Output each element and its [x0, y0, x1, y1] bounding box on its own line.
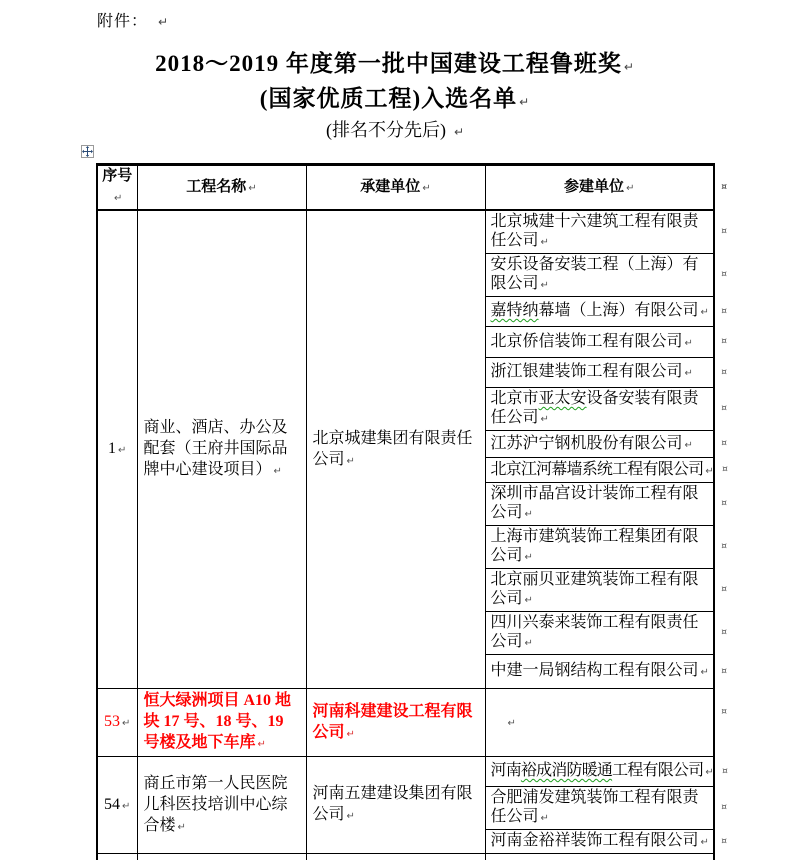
project-name: 恒大绿洲项目 A10 地块 17 号、18 号、19 号楼及地下车库: [143, 692, 292, 751]
paragraph-mark-icon: ↵: [122, 718, 131, 729]
participant-cell: [485, 757, 727, 787]
column-header-label: 序号: [102, 168, 133, 184]
participant-name: [491, 789, 699, 825]
participant-cell: [485, 612, 727, 655]
participant-cell: [485, 655, 727, 689]
participant-name: [491, 390, 699, 426]
participant-name: [491, 662, 699, 679]
cell-end-mark-icon: ¤: [721, 802, 727, 813]
participant-name: [491, 213, 699, 249]
participant-name-part: 合肥浦发建筑装饰工程有限责任公司: [490, 789, 699, 825]
paragraph-mark-icon: ↵: [114, 193, 123, 204]
paragraph-mark-icon: ↵: [684, 439, 693, 451]
participant-cell: [485, 297, 727, 327]
participant-cell: [485, 431, 727, 458]
table-header-row: [97, 165, 714, 211]
participant-cell: [485, 787, 727, 830]
attachment-text: 附件：: [97, 13, 149, 30]
paragraph-mark-icon: ↵: [273, 466, 282, 477]
paragraph-mark-icon: ↵: [626, 182, 635, 194]
participant-cell: [485, 210, 727, 254]
participant-name: [491, 435, 683, 452]
spellchecked-text: 嘉特纳: [490, 302, 539, 319]
table-row-highlighted: [97, 689, 714, 757]
spellchecked-text: 亚太安: [538, 390, 587, 407]
paragraph-mark-icon: ↵: [118, 445, 127, 456]
paragraph-mark-icon: ↵: [524, 638, 533, 649]
paragraph-mark-icon: ↵: [540, 414, 549, 425]
participant-name-part: 四川兴泰来装饰工程有限责任公司: [490, 614, 699, 650]
project-name-cell: [137, 689, 306, 757]
paragraph-mark-icon: ↵: [346, 455, 355, 467]
spellchecked-text: 裕成消防暖通: [520, 762, 613, 779]
participant-name: [491, 571, 699, 607]
participant-name-part: 北京城建十六建筑工程有限责任公司: [490, 213, 699, 249]
header-cell-participants: [485, 165, 727, 211]
paragraph-mark-icon: ↵: [540, 813, 549, 824]
row-number-cell: [97, 689, 137, 757]
paragraph-mark-icon: ↵: [700, 837, 709, 848]
contractor-cell: [306, 854, 485, 860]
table-row: [97, 210, 714, 254]
participant-name-part: 安乐设备安装工程（上海）有限公司: [490, 256, 699, 292]
cell-end-mark-icon: ¤: [721, 498, 727, 509]
participant-cell: [485, 388, 727, 431]
table-move-handle-icon[interactable]: [81, 145, 94, 158]
title-text: 2018～2019 年度第一批中国建设工程鲁班奖: [155, 51, 622, 76]
participant-name: [491, 485, 699, 521]
column-header-label: 工程名称: [186, 178, 247, 195]
participant-cell: [485, 526, 727, 569]
participant-name-part: 北京丽贝亚建筑装饰工程有限公司: [490, 571, 699, 607]
row-number: 1: [108, 440, 117, 457]
participant-name-part: 深圳市晶宫设计装饰工程有限公司: [490, 485, 699, 521]
paragraph-mark-icon: ↵: [684, 337, 693, 349]
participant-cell: [485, 569, 727, 612]
project-name: 商丘市第一人民医院儿科医技培训中心综合楼: [143, 774, 288, 834]
header-cell-contractor: [306, 165, 485, 211]
participant-name: [491, 832, 699, 849]
cell-end-mark-icon: ¤: [722, 464, 727, 475]
participant-cell: [485, 458, 727, 483]
paragraph-mark-icon: ↵: [524, 509, 533, 520]
subtitle-text: (排名不分先后): [325, 120, 446, 140]
paragraph-mark-icon: ↵: [122, 800, 131, 812]
participant-cell: [485, 854, 714, 860]
cell-end-mark-icon: ¤: [721, 367, 727, 377]
paragraph-mark-icon: ↵: [540, 280, 549, 291]
paragraph-mark-icon: ↵: [684, 368, 693, 379]
paragraph-mark-icon: ↵: [700, 307, 709, 318]
contractor-cell: [306, 757, 485, 854]
cell-end-mark-icon: ¤: [721, 403, 727, 414]
page-title-line-2: [0, 80, 790, 113]
attachment-label: [97, 8, 169, 31]
project-name-cell: [137, 757, 306, 854]
header-cell-project: [137, 165, 306, 211]
cell-end-mark-icon: ¤: [721, 627, 727, 638]
participant-name: [491, 614, 699, 650]
paragraph-mark-icon: ↵: [257, 739, 266, 750]
header-cell-no: [97, 165, 137, 211]
contractor-name: 河南五建建设集团有限公司: [312, 785, 473, 823]
participant-name-part: 工程有限公司: [612, 762, 704, 779]
cell-end-mark-icon: ¤: [721, 836, 727, 846]
participant-cell: [485, 830, 727, 854]
participant-name-part: 江苏沪宁钢机股份有限公司: [490, 434, 683, 452]
contractor-cell: [306, 210, 485, 689]
cell-end-mark-icon: ¤: [721, 666, 727, 676]
column-header-label: 参建单位: [564, 178, 625, 195]
paragraph-mark-icon: ↵: [524, 552, 533, 563]
paragraph-mark-icon: ↵: [158, 15, 170, 29]
cell-end-mark-icon: ¤: [722, 766, 727, 776]
cell-end-mark-icon: ¤: [721, 336, 727, 347]
paragraph-mark-icon: ↵: [346, 811, 355, 822]
paragraph-mark-icon: ↵: [453, 125, 465, 139]
luban-award-table: [96, 163, 727, 860]
participant-name-part: 幕墙（上海）有限公司: [538, 302, 699, 319]
project-name-cell: [137, 854, 306, 860]
participant-name-part: 北京侨信装饰工程有限公司: [490, 332, 683, 350]
participant-name-part: 北京市: [490, 390, 539, 407]
cell-end-mark-icon: ¤: [721, 306, 727, 316]
participant-name-part: 设备安装有限责任公司: [490, 390, 699, 426]
row-number-cell: [97, 210, 137, 689]
row-number-cell: [97, 854, 137, 860]
project-name-cell: [137, 210, 306, 689]
row-number-cell: [97, 757, 137, 854]
paragraph-mark-icon: ↵: [700, 667, 709, 678]
cell-end-mark-icon: ¤: [721, 226, 727, 237]
column-header-label: 承建单位: [360, 178, 421, 195]
participant-name: [491, 333, 683, 350]
participant-cell: [485, 483, 727, 526]
table-row-clipped: [97, 854, 714, 860]
participant-name-part: 浙江银建装饰工程有限公司: [490, 363, 683, 380]
contractor-name: 北京城建集团有限责任公司: [312, 429, 473, 468]
contractor-cell: [306, 689, 485, 757]
participant-name-part: 北京江河幕墙系统工程有限公司: [490, 460, 704, 478]
row-number: 54: [104, 795, 121, 813]
participant-name: [491, 461, 704, 478]
paragraph-mark-icon: ↵: [705, 767, 713, 778]
contractor-name: 河南科建建设工程有限公司: [312, 702, 473, 741]
participant-cell: [485, 254, 727, 297]
paragraph-mark-icon: ↵: [248, 182, 257, 194]
paragraph-mark-icon: ↵: [540, 237, 549, 248]
participant-name: [491, 528, 699, 564]
paragraph-mark-icon: ↵: [524, 595, 533, 606]
participant-name: [491, 363, 683, 380]
cell-end-mark-icon: ¤: [721, 584, 727, 595]
paragraph-mark-icon: ↵: [519, 95, 531, 109]
project-name: 商业、酒店、办公及配套（王府井国际品牌中心建设项目）: [143, 419, 288, 478]
cell-end-mark-icon: ¤: [721, 707, 727, 717]
participant-name-part: 上海市建筑装饰工程集团有限公司: [490, 528, 699, 564]
cell-end-mark-icon: ¤: [721, 541, 727, 552]
paragraph-mark-icon: ↵: [507, 718, 516, 729]
row-number: 53: [104, 713, 121, 730]
participant-cell: [485, 358, 727, 388]
page-subtitle: [0, 116, 790, 142]
participant-name: [491, 762, 704, 779]
cell-end-mark-icon: ¤: [721, 182, 727, 192]
participant-name: [491, 256, 699, 292]
paragraph-mark-icon: ↵: [422, 182, 431, 194]
participant-name-part: 河南金裕祥装饰工程有限公司: [490, 832, 699, 849]
paragraph-mark-icon: ↵: [623, 60, 635, 74]
participant-cell-empty: [485, 689, 727, 757]
title-text: (国家优质工程)入选名单: [259, 86, 518, 111]
table-row: [97, 757, 714, 787]
page-title-line-1: [0, 45, 790, 78]
cell-end-mark-icon: ¤: [721, 269, 727, 280]
participant-name-part: 中建一局钢结构工程有限公司: [490, 662, 699, 679]
paragraph-mark-icon: ↵: [346, 728, 355, 740]
participant-name-part: 河南: [490, 762, 521, 779]
paragraph-mark-icon: ↵: [177, 821, 186, 833]
participant-name: [491, 302, 699, 319]
paragraph-mark-icon: ↵: [705, 465, 713, 477]
participant-cell: [485, 327, 727, 358]
cell-end-mark-icon: ¤: [721, 438, 727, 449]
